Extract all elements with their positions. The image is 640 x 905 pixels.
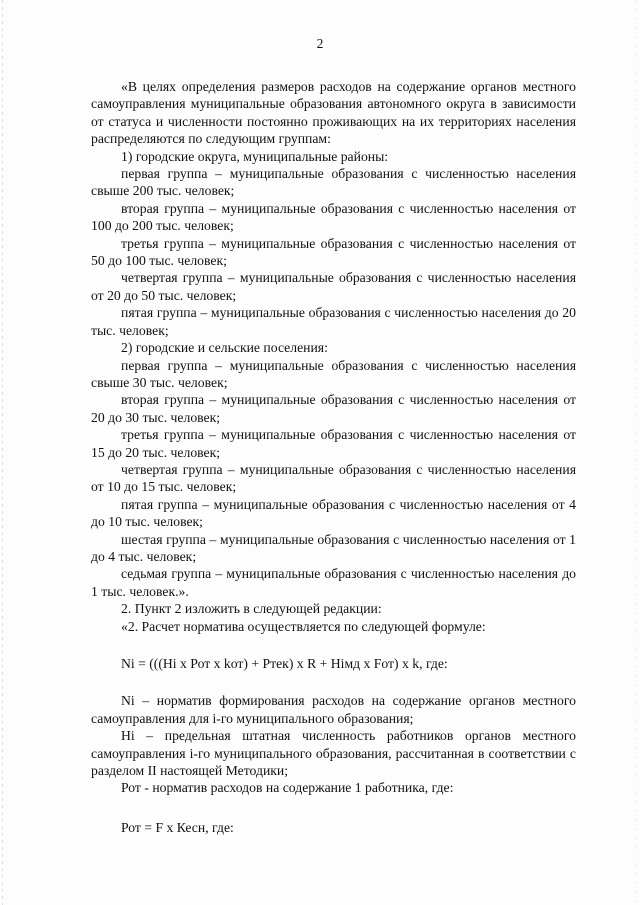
list-item: третья группа – муниципальные образования с численностью населения от 50 до 100 тыс. человек;	[91, 235, 576, 269]
list-item: седьмая группа – муниципальные образования с численностью населения до 1 тыс. человек.».	[91, 566, 576, 599]
scan-edge-left	[2, 0, 3, 905]
rot-formula: Рот = F x Кесн, где:	[121, 819, 234, 835]
definition-ni: Ni – норматив формирования расходов на содержание органов местного самоуправления для i-го муниципального образования;	[91, 693, 576, 726]
list-item: четвертая группа – муниципальные образования с численностью населения от 10 до 15 тыс. человек;	[91, 461, 576, 495]
list-item: первая группа – муниципальные образования с численностью населения свыше 200 тыс. человек;	[91, 166, 576, 199]
list-item: пятая группа – муниципальные образования с численностью населения до 20 тыс. человек;	[91, 305, 576, 338]
calculation-intro: «2. Расчет норматива осуществляется по следующей формуле:	[121, 618, 486, 634]
amendment-item-2: 2. Пункт 2 изложить в следующей редакции:	[121, 601, 382, 617]
section-heading-city-districts: 1) городские округа, муниципальные районы:	[121, 148, 389, 164]
section-heading-settlements: 2) городские и сельские поселения:	[121, 340, 328, 356]
intro-paragraph: «В целях определения размеров расходов на содержание органов местного самоуправления муниципальные образования автономного округа в зависимости от статуса и численности постоянно проживающих на их территориях населения распределяются по следующим группам:	[91, 79, 576, 147]
list-item: вторая группа – муниципальные образования с численностью населения от 100 до 200 тыс. человек;	[91, 200, 576, 234]
list-item: шестая группа – муниципальные образования с численностью населения от 1 до 4 тыс. человек;	[91, 531, 576, 564]
list-item: пятая группа – муниципальные образования с численностью населения от 4 до 10 тыс. человек;	[91, 496, 576, 530]
list-item: вторая группа – муниципальные образования с численностью населения от 20 до 30 тыс. человек;	[91, 392, 576, 425]
scan-edge-right	[636, 0, 637, 905]
definition-hi: Hi – предельная штатная численность работников органов местного самоуправления i-го муниципального образования, рассчитанная в соответствии с разделом II настоящей Методики;	[91, 728, 576, 779]
page-number: 2	[316, 36, 324, 51]
list-item: первая группа – муниципальные образования с численностью населения свыше 30 тыс. человек;	[91, 357, 576, 390]
list-item: четвертая группа – муниципальные образования с численностью населения от 20 до 50 тыс. человек;	[91, 270, 576, 303]
document-body	[91, 78, 576, 836]
definition-rot: Рот - норматив расходов на содержание 1 работника, где:	[121, 780, 454, 796]
main-formula: Ni = (((Hi x Рот x kот) + Ртек) x R + Hiмд x Fот) x k, где:	[121, 656, 448, 671]
list-item: третья группа – муниципальные образования с численностью населения от 15 до 20 тыс. человек;	[91, 427, 576, 460]
